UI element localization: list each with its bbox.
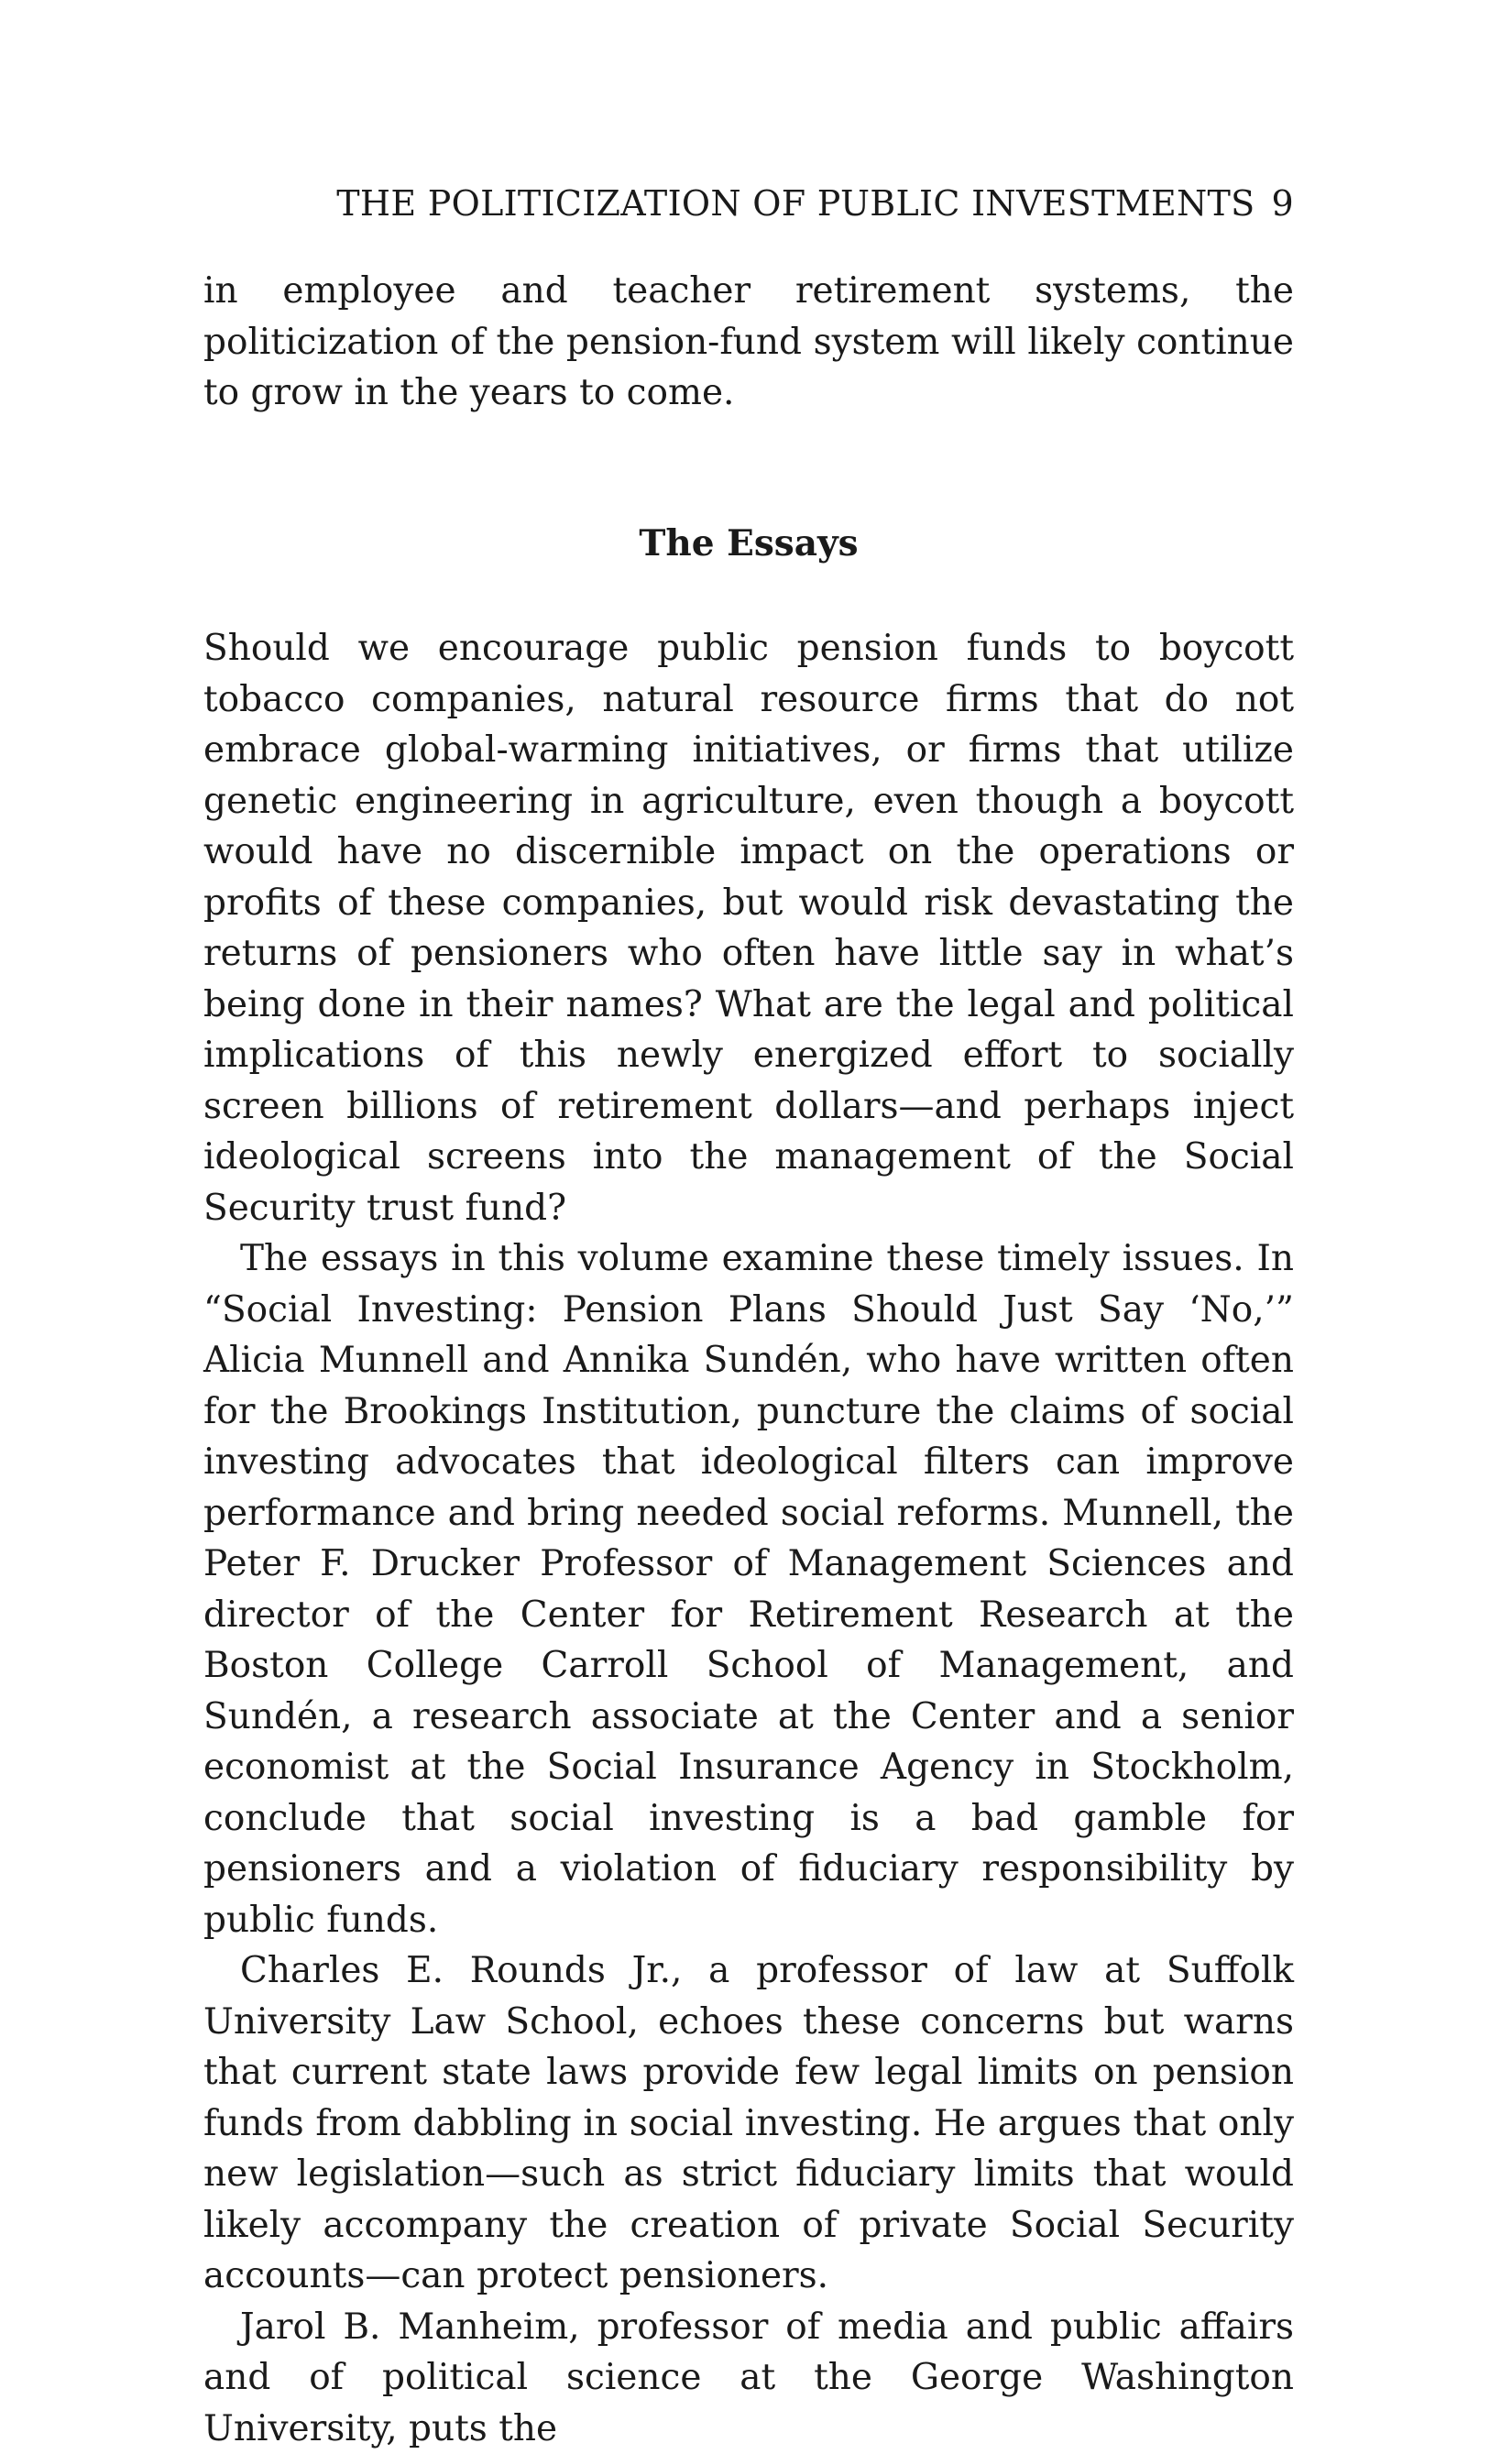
section-body — [203, 623, 1294, 2454]
running-head — [336, 183, 1294, 224]
body-paragraph: The essays in this volume examine these timely issues. In “Social Investing: Pension Plans Should Just Say ‘No,’” Alicia Munnell and Annika Sundén, who have written often for the Brookings Institution, puncture the claims of social investing advocates that ideological filters can improve performance and bring needed social reforms. Munnell, the Peter F. Drucker Professor of Management Sciences and director of the Center for Retirement Research at the Boston College Carroll School of Management, and Sundén, a research associate at the Center and a senior economist at the Social Insurance Agency in Stockholm, conclude that social investing is a bad gamble for pensioners and a violation of fiduciary responsibility by public funds. — [203, 1233, 1294, 1945]
continuation-block — [203, 266, 1294, 419]
running-head-title: THE POLITICIZATION OF PUBLIC INVESTMENTS — [336, 183, 1255, 224]
body-paragraph: Charles E. Rounds Jr., a professor of law at Suffolk University Law School, echoes these concerns but warns that current state laws provide few legal limits on pension funds from dabbling in social investing. He argues that only new legislation—such as strict fiduciary limits that would likely accompany the creation of private Social Security accounts—can protect pensioners. — [203, 1945, 1294, 2302]
book-page — [203, 0, 1294, 2337]
body-paragraph: Jarol B. Manheim, professor of media and public affairs and of political science at the George Washington University, puts the — [203, 2302, 1294, 2454]
page-number: 9 — [1272, 183, 1294, 224]
section-heading: The Essays — [203, 522, 1294, 564]
body-paragraph: Should we encourage public pension funds to boycott tobacco companies, natural resource firms that do not embrace global-warming initiatives, or firms that utilize genetic engineering in agriculture, even though a boycott would have no discernible impact on the operations or profits of these companies, but would risk devastating the returns of pensioners who often have little say in what’s being done in their names? What are the legal and political implications of this newly energized effort to socially screen billions of retirement dollars—and perhaps inject ideological screens into the management of the Social Security trust fund? — [203, 623, 1294, 1233]
continuation-paragraph: in employee and teacher retirement systems, the politicization of the pension-fund system will likely continue to grow in the years to come. — [203, 266, 1294, 419]
